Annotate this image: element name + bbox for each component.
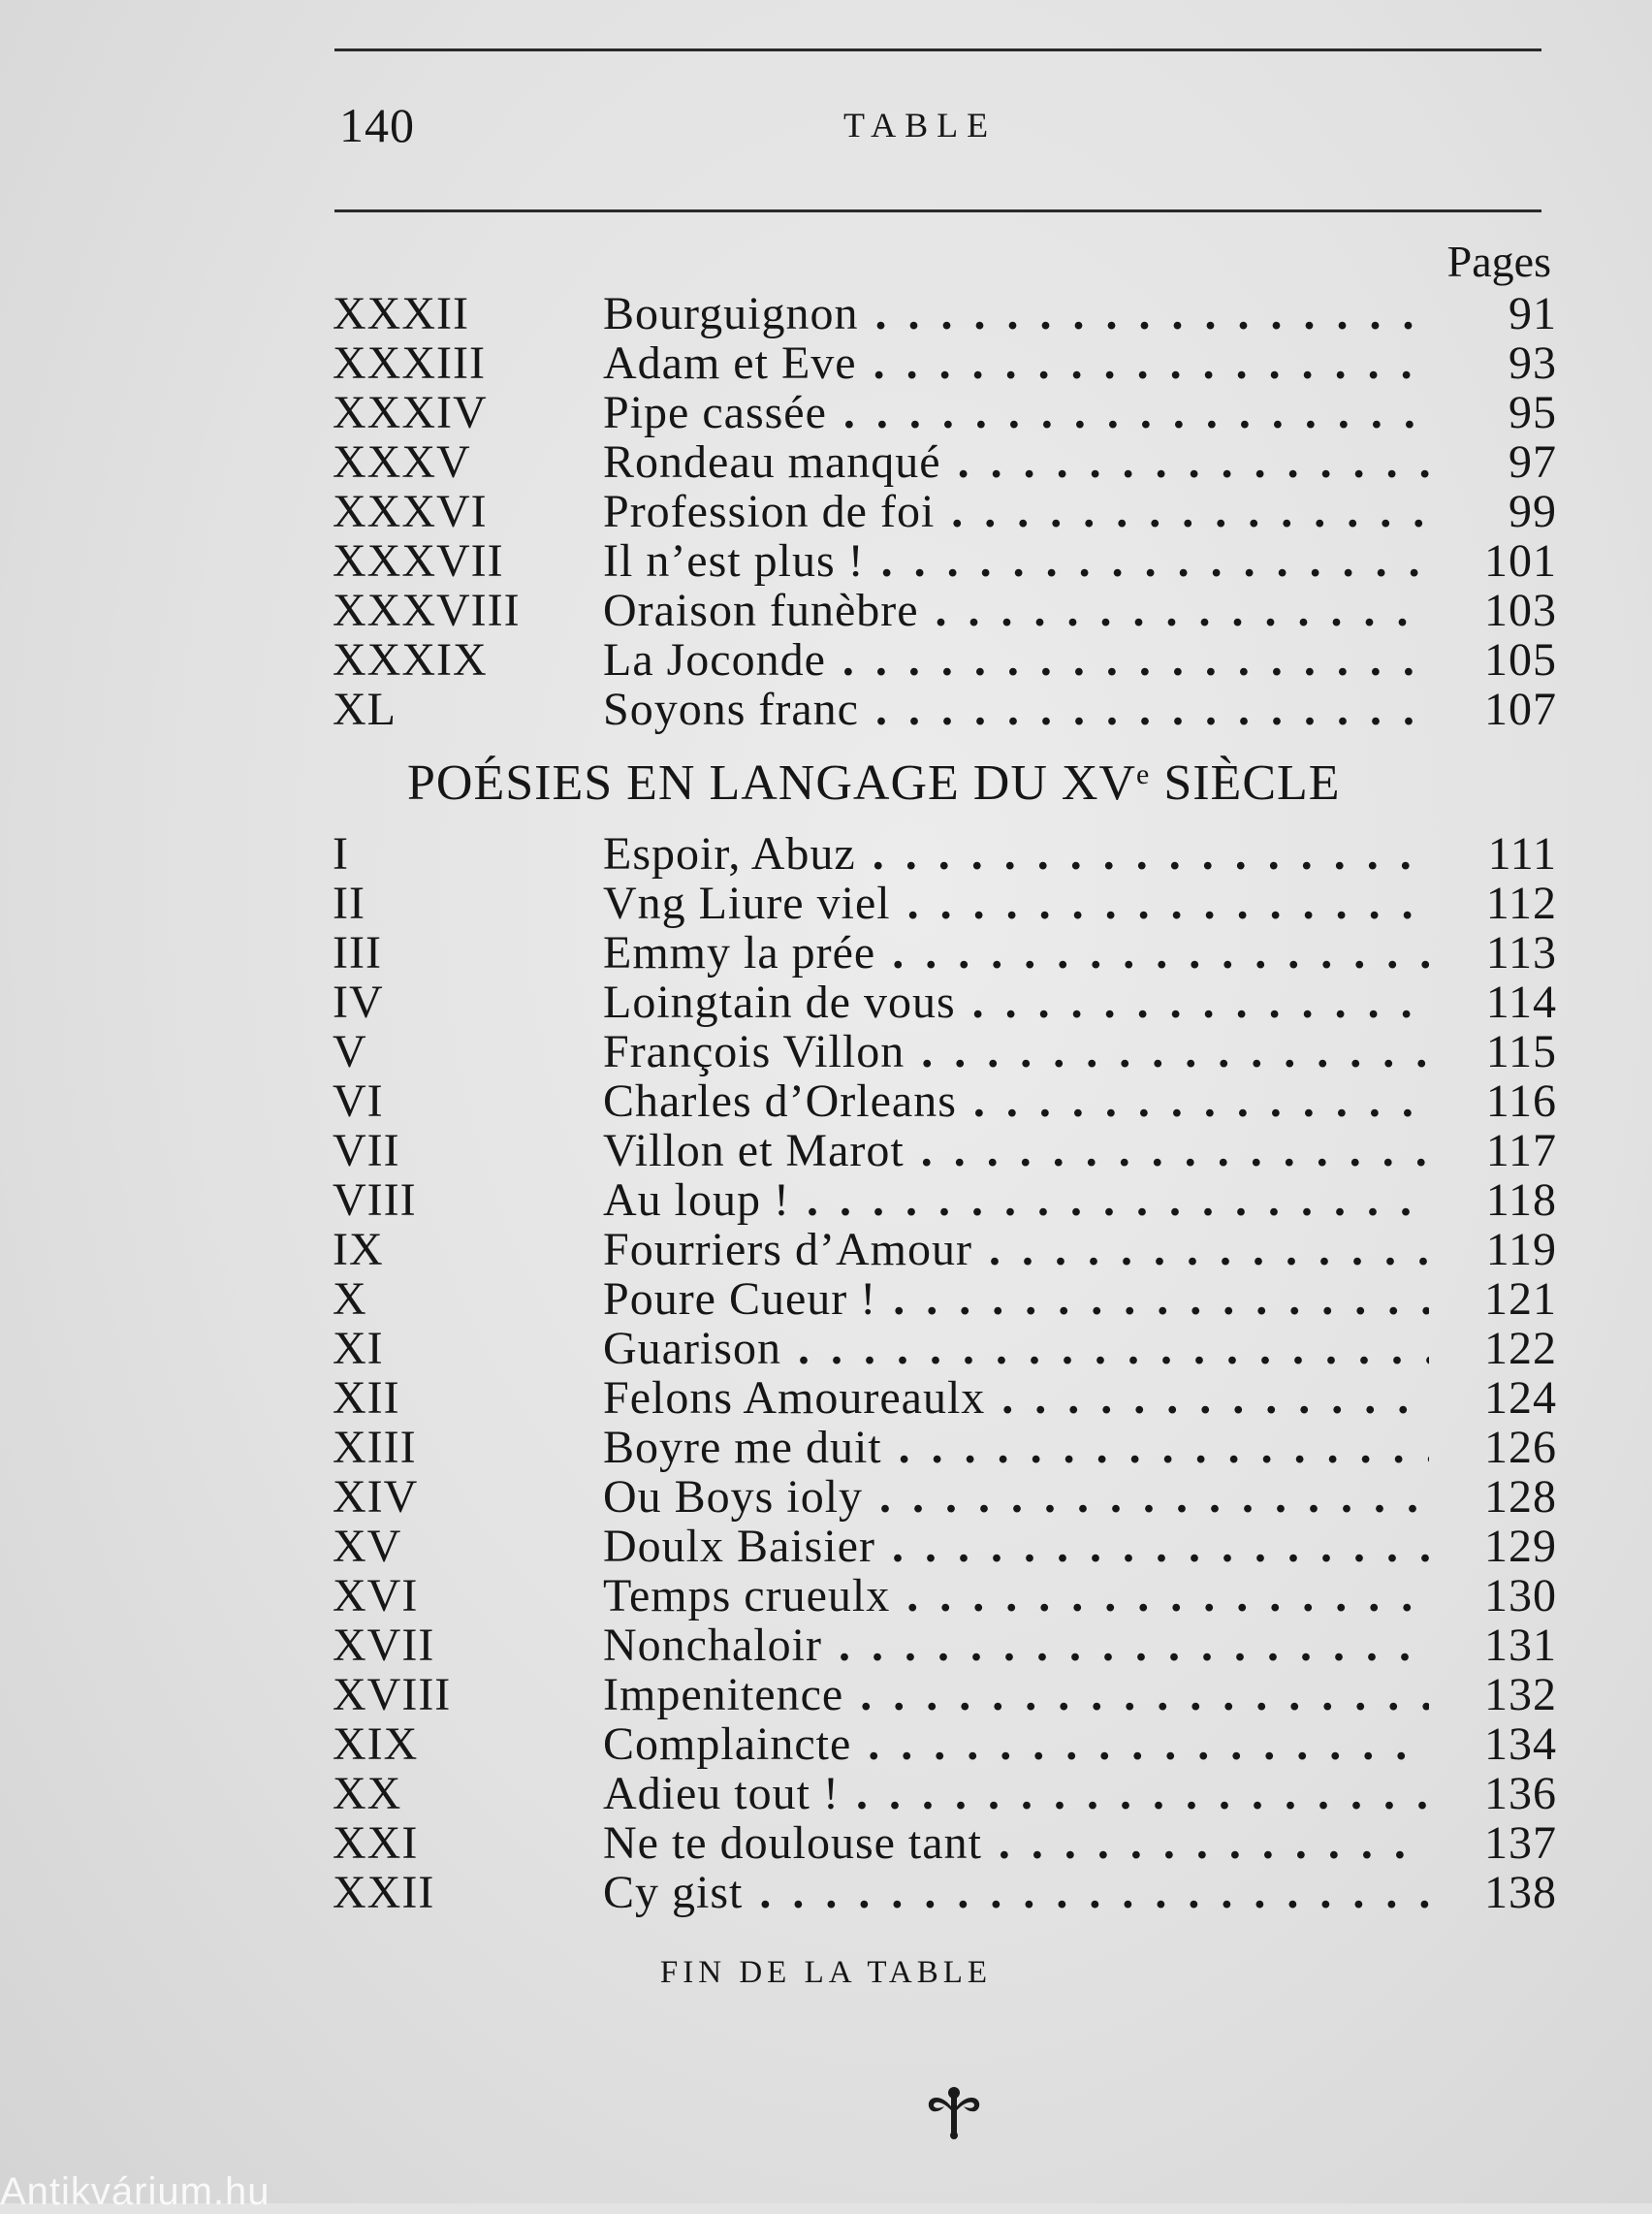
toc-entry (0, 1175, 1652, 1225)
entry-page-number: 112 (1485, 878, 1557, 929)
entry-numeral: VIII (333, 1174, 417, 1226)
entry-title: Emmy la prée (603, 928, 876, 978)
pages-column-label: Pages (1446, 237, 1551, 286)
entry-page-number: 91 (1509, 288, 1557, 339)
entry-numeral: XXI (333, 1817, 419, 1869)
entry-title-leader (603, 829, 1429, 879)
entry-title: François Villon (603, 1027, 905, 1076)
toc-list-part1 (0, 289, 1652, 734)
toc-entry (0, 978, 1652, 1027)
entry-numeral: XXXIV (333, 387, 488, 438)
entry-numeral: XXXIX (333, 634, 488, 686)
entry-title: Vng Liure viel (603, 879, 891, 928)
entry-title-leader (603, 338, 1429, 388)
entry-numeral: XXXVII (333, 535, 504, 587)
entry-title-leader (603, 928, 1429, 978)
entry-title-leader (603, 1324, 1429, 1373)
entry-page-number: 124 (1484, 1372, 1557, 1424)
entry-page-number: 101 (1484, 535, 1557, 587)
running-title: TABLE (843, 106, 998, 144)
entry-numeral: XVI (333, 1570, 419, 1621)
entry-page-number: 119 (1485, 1224, 1557, 1275)
entry-title: Adieu tout ! (603, 1769, 840, 1818)
entry-page-number: 93 (1509, 337, 1557, 389)
entry-title: Il n’est plus ! (603, 536, 865, 586)
entry-title-leader (603, 1769, 1429, 1818)
entry-title: Villon et Marot (603, 1126, 905, 1175)
entry-numeral: XIX (333, 1718, 419, 1770)
page-number: 140 (339, 98, 415, 152)
entry-page-number: 95 (1509, 387, 1557, 438)
entry-page-number: 136 (1484, 1768, 1557, 1819)
entry-title-leader (603, 487, 1429, 536)
entry-title-leader (603, 1274, 1429, 1324)
toc-list-part2 (0, 829, 1652, 1917)
entry-numeral: V (333, 1026, 367, 1077)
entry-numeral: XIII (333, 1422, 417, 1473)
toc-entry (0, 1818, 1652, 1868)
entry-numeral: XII (333, 1372, 400, 1424)
toc-entry (0, 829, 1652, 879)
entry-numeral: II (333, 878, 365, 929)
toc-entry (0, 928, 1652, 978)
entry-title: Nonchaloir (603, 1620, 822, 1670)
entry-page-number: 128 (1484, 1471, 1557, 1523)
toc-entry (0, 289, 1652, 338)
entry-page-number: 126 (1484, 1422, 1557, 1473)
entry-title: Rondeau manqué (603, 437, 941, 487)
entry-numeral: XX (333, 1768, 402, 1819)
entry-numeral: X (333, 1273, 367, 1325)
entry-title: Bourguignon (603, 289, 859, 338)
entry-title: Adam et Eve (603, 338, 857, 388)
toc-entry (0, 879, 1652, 928)
entry-page-number: 105 (1484, 634, 1557, 686)
entry-page-number: 134 (1484, 1718, 1557, 1770)
toc-entry (0, 1571, 1652, 1620)
toc-entry (0, 1670, 1652, 1719)
entry-numeral: XXXIII (333, 337, 486, 389)
entry-title: Oraison funèbre (603, 586, 919, 635)
entry-title: Au loup ! (603, 1175, 790, 1225)
entry-numeral: XXXV (333, 436, 471, 488)
toc-entry (0, 1522, 1652, 1571)
toc-entry (0, 1423, 1652, 1472)
entry-numeral: XXXVI (333, 486, 488, 537)
entry-numeral: VII (333, 1125, 400, 1176)
toc-entry (0, 685, 1652, 734)
entry-title-leader (603, 1818, 1429, 1868)
toc-entry (0, 338, 1652, 388)
toc-entry (0, 1769, 1652, 1818)
entry-title: Cy gist (603, 1868, 744, 1917)
section-heading-main: POÉSIES EN LANGAGE DU XV (407, 755, 1136, 811)
entry-numeral: XVII (333, 1620, 435, 1671)
toc-entry (0, 1076, 1652, 1126)
entry-title-leader (603, 879, 1429, 928)
entry-title-leader (603, 1719, 1429, 1769)
toc-entry (0, 388, 1652, 437)
entry-title: Ou Boys ioly (603, 1472, 864, 1522)
entry-title: Complaincte (603, 1719, 852, 1769)
entry-title-leader (603, 1076, 1429, 1126)
entry-page-number: 103 (1484, 585, 1557, 636)
entry-title-leader (603, 289, 1429, 338)
entry-page-number: 117 (1485, 1125, 1557, 1176)
toc-entry (0, 1274, 1652, 1324)
entry-title: Fourriers d’Amour (603, 1225, 972, 1274)
entry-title: Soyons franc (603, 685, 859, 734)
entry-title: La Joconde (603, 635, 826, 685)
toc-entry (0, 635, 1652, 685)
entry-numeral: VI (333, 1075, 384, 1127)
entry-page-number: 116 (1485, 1075, 1557, 1127)
entry-title: Guarison (603, 1324, 781, 1373)
toc-entry (0, 1719, 1652, 1769)
toc-entry (0, 1868, 1652, 1917)
entry-page-number: 131 (1484, 1620, 1557, 1671)
toc-entry (0, 1324, 1652, 1373)
entry-numeral: IV (333, 977, 384, 1028)
entry-title-leader (603, 1225, 1429, 1274)
toc-entry (0, 437, 1652, 487)
entry-title-leader (603, 437, 1429, 487)
entry-page-number: 138 (1484, 1867, 1557, 1918)
entry-numeral: XXXII (333, 288, 469, 339)
entry-numeral: XV (333, 1521, 402, 1572)
entry-numeral: XI (333, 1323, 384, 1374)
entry-title: Impenitence (603, 1670, 844, 1719)
entry-numeral: XL (333, 684, 397, 735)
entry-title-leader (603, 1868, 1429, 1917)
entry-page-number: 129 (1484, 1521, 1557, 1572)
entry-page-number: 107 (1484, 684, 1557, 735)
entry-title: Ne te doulouse tant (603, 1818, 982, 1868)
toc-entry (0, 1225, 1652, 1274)
entry-title: Temps crueulx (603, 1571, 891, 1620)
top-rule (334, 48, 1541, 51)
entry-title-leader (603, 685, 1429, 734)
entry-numeral: XIV (333, 1471, 419, 1523)
entry-page-number: 113 (1485, 927, 1557, 979)
entry-title: Poure Cueur ! (603, 1274, 877, 1324)
entry-title-leader (603, 388, 1429, 437)
entry-title-leader (603, 1423, 1429, 1472)
entry-title: Doulx Baisier (603, 1522, 875, 1571)
section-heading-superscript: e (1135, 758, 1151, 790)
toc-entry (0, 1620, 1652, 1670)
entry-numeral: XXII (333, 1867, 435, 1918)
entry-title-leader (603, 1027, 1429, 1076)
entry-title: Profession de foi (603, 487, 936, 536)
entry-title-leader (603, 1373, 1429, 1423)
entry-page-number: 111 (1487, 828, 1557, 880)
entry-title-leader (603, 978, 1429, 1027)
toc-entry (0, 1373, 1652, 1423)
toc-entry (0, 1126, 1652, 1175)
entry-numeral: XXXVIII (333, 585, 521, 636)
entry-title: Felons Amoureaulx (603, 1373, 986, 1423)
watermark-text: Antikvárium.hu (0, 2170, 270, 2213)
entry-title-leader (603, 1472, 1429, 1522)
fleuron-ornament-icon (923, 2083, 985, 2143)
entry-title-leader (603, 536, 1429, 586)
entry-page-number: 118 (1485, 1174, 1557, 1226)
entry-page-number: 122 (1484, 1323, 1557, 1374)
entry-title-leader (603, 1620, 1429, 1670)
entry-page-number: 130 (1484, 1570, 1557, 1621)
entry-title-leader (603, 586, 1429, 635)
entry-title: Charles d’Orleans (603, 1076, 957, 1126)
entry-title: Loingtain de vous (603, 978, 956, 1027)
entry-numeral: IX (333, 1224, 384, 1275)
entry-page-number: 132 (1484, 1669, 1557, 1720)
entry-title-leader (603, 1571, 1429, 1620)
entry-title: Pipe cassée (603, 388, 827, 437)
toc-entry (0, 586, 1652, 635)
entry-numeral: XVIII (333, 1669, 452, 1720)
section-heading-tail: SIÈCLE (1150, 755, 1341, 811)
entry-numeral: I (333, 828, 349, 880)
header-rule (334, 209, 1541, 212)
entry-page-number: 114 (1485, 977, 1557, 1028)
entry-title-leader (603, 635, 1429, 685)
entry-page-number: 115 (1485, 1026, 1557, 1077)
toc-entry (0, 1472, 1652, 1522)
entry-page-number: 97 (1509, 436, 1557, 488)
section-heading (407, 754, 1341, 812)
toc-entry (0, 487, 1652, 536)
toc-entry (0, 1027, 1652, 1076)
entry-title-leader (603, 1175, 1429, 1225)
entry-title: Boyre me duit (603, 1423, 882, 1472)
entry-title-leader (603, 1126, 1429, 1175)
end-of-table-text: FIN DE LA TABLE (659, 1955, 993, 1990)
entry-title-leader (603, 1670, 1429, 1719)
entry-title-leader (603, 1522, 1429, 1571)
entry-title: Espoir, Abuz (603, 829, 856, 879)
entry-page-number: 99 (1509, 486, 1557, 537)
entry-numeral: III (333, 927, 382, 979)
entry-page-number: 137 (1484, 1817, 1557, 1869)
entry-page-number: 121 (1484, 1273, 1557, 1325)
toc-entry (0, 536, 1652, 586)
